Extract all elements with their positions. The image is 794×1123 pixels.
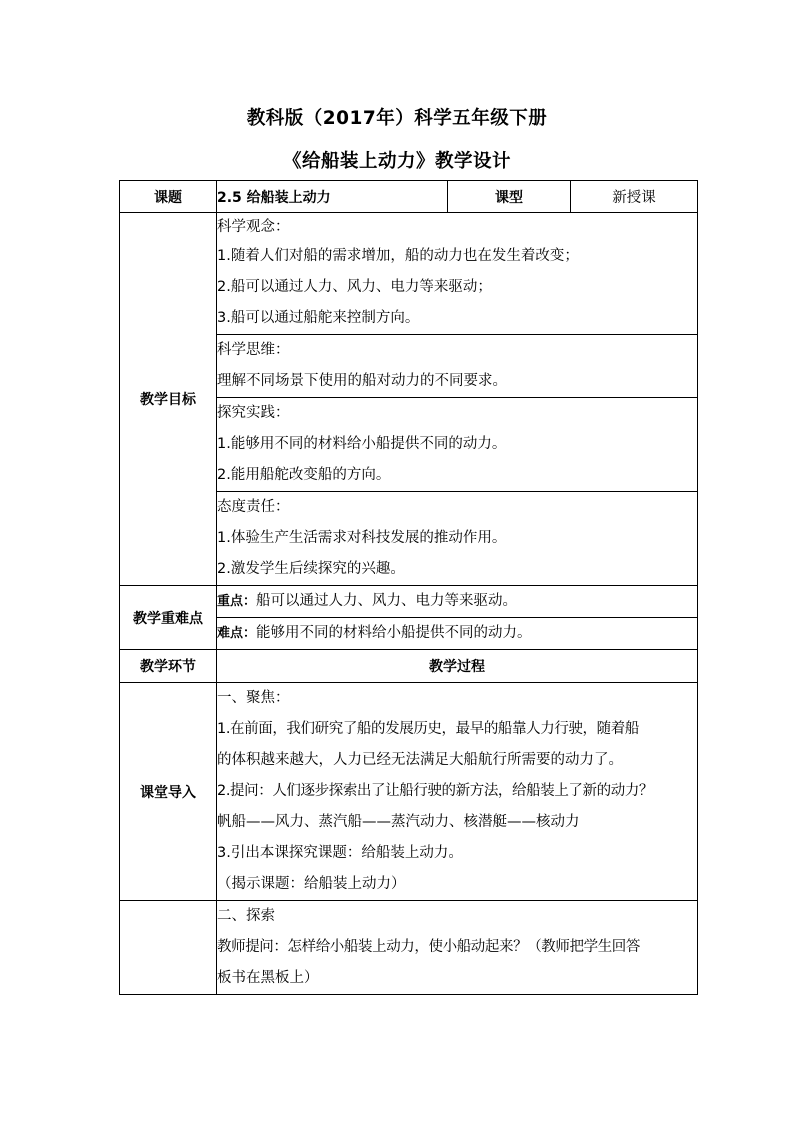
explore-row: [120, 901, 698, 995]
attitude-line: 1.体验生产生活需求对科技发展的推动作用。: [217, 530, 507, 546]
thinking-line: 理解不同场景下使用的船对动力的不同要求。: [217, 373, 507, 389]
key-point-row: [120, 586, 698, 618]
process-header-row: [120, 650, 698, 683]
goals-concept-cell: [217, 213, 698, 335]
key-point-tag: 重点：: [217, 594, 257, 609]
intro-line: 1.在前面，我们研究了船的发展历史，最早的船靠人力行驶，随着船: [217, 721, 639, 737]
intro-line: 2.提问：人们逐步探索出了让船行驶的新方法，给船装上了新的动力？: [217, 783, 654, 799]
concept-heading: 科学观念：: [217, 219, 290, 235]
attitude-heading: 态度责任：: [217, 499, 290, 515]
explore-cell: [217, 901, 698, 995]
intro-line: （揭示课题：给船装上动力）: [217, 876, 406, 892]
stage-label: 教学环节: [120, 650, 217, 683]
goals-attitude-cell: [217, 492, 698, 586]
explore-line: 板书在黑板上）: [217, 970, 319, 986]
practice-line: 2.能用船舵改变船的方向。: [217, 467, 391, 483]
difficult-point-text: 能够用不同的材料给小船提供不同的动力。: [256, 625, 532, 641]
document-title: 教科版（2017年）科学五年级下册: [246, 108, 548, 129]
process-label: 教学过程: [217, 650, 698, 683]
lesson-type-value: 新授课: [571, 181, 698, 213]
thinking-heading: 科学思维：: [217, 342, 290, 358]
difficult-point-tag: 难点：: [217, 626, 257, 641]
intro-row: [120, 683, 698, 901]
goals-concept-row: [120, 213, 698, 335]
practice-line: 1.能够用不同的材料给小船提供不同的动力。: [217, 436, 507, 452]
lesson-type-label: 课型: [448, 181, 571, 213]
intro-line: 的体积越来越大，人力已经无法满足大船航行所需要的动力了。: [217, 752, 623, 768]
practice-heading: 探究实践：: [217, 405, 290, 421]
concept-line: 1.随着人们对船的需求增加，船的动力也在发生着改变；: [217, 248, 579, 264]
explore-line: 二、探索: [217, 908, 275, 924]
intro-line: 一、聚焦：: [217, 690, 290, 706]
explore-line: 教师提问：怎样给小船装上动力，使小船动起来？（教师把学生回答: [217, 939, 640, 955]
difficult-point-cell: [217, 618, 698, 650]
intro-line: 帆船——风力、蒸汽船——蒸汽动力、核潜艇——核动力: [217, 814, 580, 830]
header-row: [120, 181, 698, 213]
concept-line: 3.船可以通过船舵来控制方向。: [217, 310, 420, 326]
goals-label: 教学目标: [120, 213, 217, 586]
key-point-cell: [217, 586, 698, 618]
intro-label: 课堂导入: [120, 683, 217, 901]
intro-line: 3.引出本课探究课题：给船装上动力。: [217, 845, 463, 861]
intro-cell: [217, 683, 698, 901]
document-subtitle: 《给船装上动力》教学设计: [282, 151, 511, 172]
attitude-line: 2.激发学生后续探究的兴趣。: [217, 561, 405, 577]
key-points-label: 教学重难点: [120, 586, 217, 650]
topic-value: 2.5 给船装上动力: [217, 181, 448, 213]
lesson-plan-table: [119, 180, 698, 995]
concept-line: 2.船可以通过人力、风力、电力等来驱动；: [217, 279, 492, 295]
goals-thinking-cell: [217, 335, 698, 398]
key-point-text: 船可以通过人力、风力、电力等来驱动。: [256, 593, 518, 609]
goals-practice-cell: [217, 398, 698, 492]
explore-label: [120, 901, 217, 995]
topic-label: 课题: [120, 181, 217, 213]
